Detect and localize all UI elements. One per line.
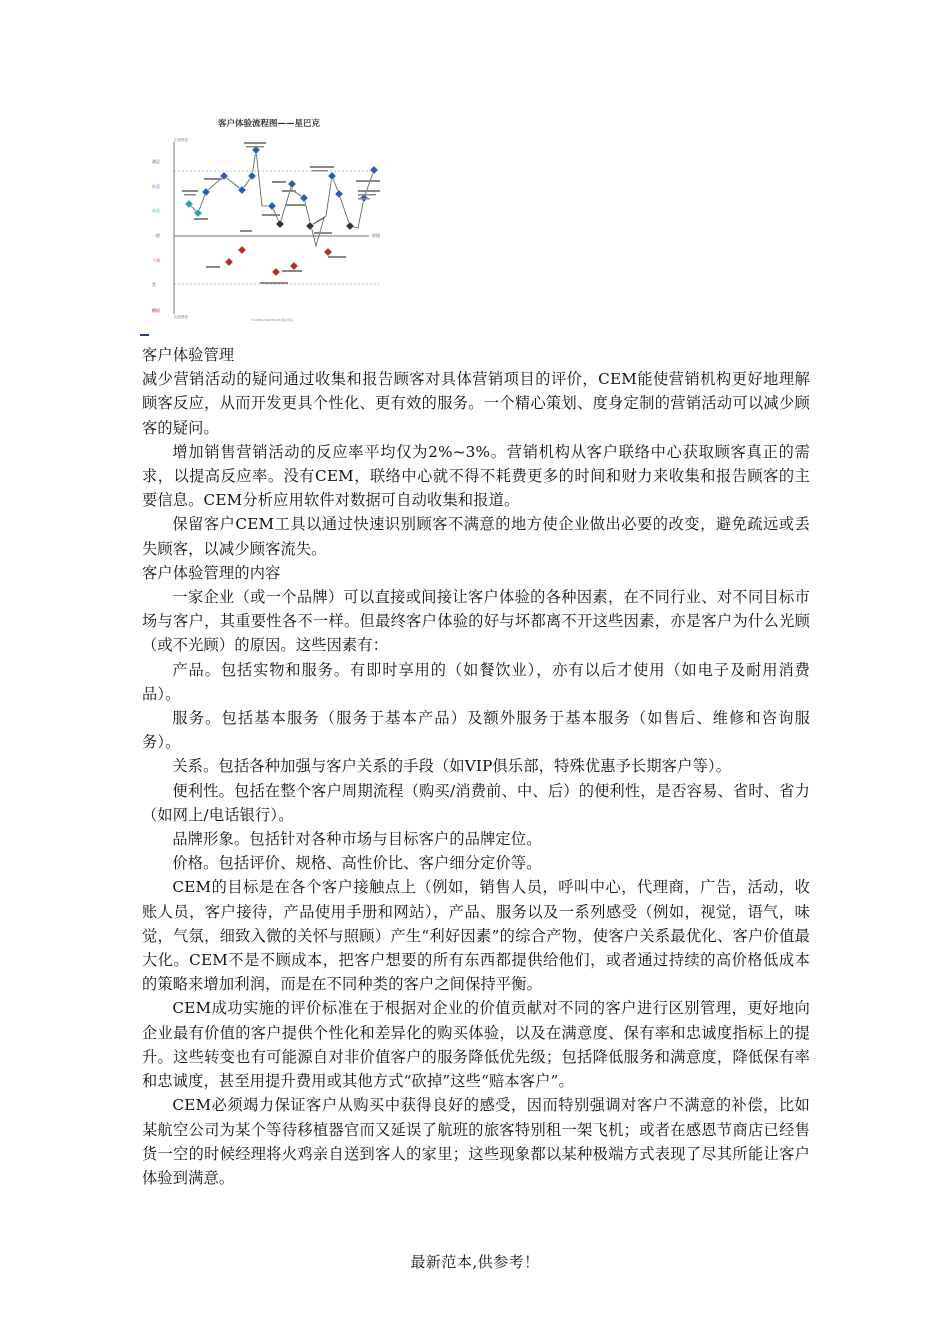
paragraph: 价格。包括评价、规格、高性价比、客户细分定价等。 (172, 854, 542, 873)
section-heading: 客户体验管理 (142, 346, 235, 364)
paragraph: 保留客户CEM工具以通过快速识别顾客不满意的地方使企业做出必要的改变，避免疏远或丢失顾客，以减少顾客流失。 (142, 515, 810, 558)
starbucks-experience-flow-figure (144, 106, 398, 328)
paragraph: 便利性。包括在整个客户周期流程（购买/消费前、中、后）的便利性，是否容易、省时、省力（如网上/电话银行）。 (142, 781, 810, 824)
paragraph: 一家企业（或一个品牌）可以直接或间接让客户体验的各种因素，在不同行业、对不同目标市场与客户，其重要性各不一样。但最终客户体验的好与坏都离不开这些因素，亦是客户为什么光顾（或不光顾）的原因。这些因素有： (142, 588, 810, 655)
scale-top-label: 正面感受 (174, 138, 188, 142)
paragraph: 品牌形象。包括针对各种市场与目标客户的品牌定位。 (172, 830, 542, 849)
level-label: 惊喜 (152, 184, 160, 189)
figure-credit: ©1998-2004 ECCM 版权所有 (251, 318, 293, 322)
paragraph: 减少营销活动的疑问通过收集和报告顾客对具体营销项目的评价，CEM能使营销机构更好地理解顾客反应，从而开发更具个性化、更有效的服务。一个精心策划、度身定制的营销活动可以减少顾客的疑问。 (142, 370, 810, 437)
page-footer: 最新范本,供参考！ (410, 1253, 540, 1271)
level-label: 满足 (152, 159, 160, 164)
paragraph: 产品。包括实物和服务。有即时享用的（如餐饮业），亦有以后才使用（如电子及耐用消费品）。 (142, 660, 810, 703)
paragraph: 关系。包括各种加强与客户关系的手段（如VIP俱乐部，特殊优惠予长期客户等）。 (172, 757, 732, 776)
paragraph: CEM必须竭力保证客户从购买中获得良好的感受，因而特别强调对客户不满意的补偿，比如某航空公司为某个等待移植器官而又延误了航班的旅客特别租一架飞机；或者在感恩节商店已经售货一空的时候经理将火鸡亲自送到客人的家里；这些现象都以某种极端方式表现了尽其所能让客户体验到满意。 (142, 1096, 810, 1187)
flow-chart-image (144, 106, 398, 328)
image-anchor-marker (140, 334, 149, 336)
level-label: 糟糕 (152, 308, 160, 313)
level-label: 满意 (152, 208, 160, 213)
figure-title: 客户体验流程图——星巴克 (217, 119, 321, 129)
level-label: 不满 (152, 258, 160, 263)
time-axis-label: 时间 (372, 233, 380, 238)
paragraph: 服务。包括基本服务（服务于基本产品）及额外服务于基本服务（如售后、维修和咨询服务）。 (142, 709, 810, 752)
document-body (142, 343, 810, 1190)
level-label: 一般 (152, 233, 160, 238)
scale-bottom-label: 负面感受 (174, 315, 188, 319)
paragraph: 增加销售营销活动的反应率平均仅为2%~3%。营销机构从客户联络中心获取顾客真正的需求，以提高反应率。没有CEM，联络中心就不得不耗费更多的时间和财力来收集和报告顾客的主要信息。CEM分析应用软件对数据可自动收集和报道。 (142, 442, 810, 510)
level-label: 差 (152, 282, 156, 287)
section-heading: 客户体验管理的内容 (142, 563, 281, 582)
paragraph: CEM成功实施的评价标准在于根据对企业的价值贡献对不同的客户进行区别管理，更好地向企业最有价值的客户提供个性化和差异化的购买体验，以及在满意度、保有率和忠诚度指标上的提升。这些转变也有可能源自对非价值客户的服务降低优先级；包括降低服务和满意度，降低保有率和忠诚度，甚至用提升费用或其他方式“砍掉”这些“赔本客户”。 (142, 999, 810, 1091)
paragraph: CEM的目标是在各个客户接触点上（例如，销售人员，呼叫中心，代理商，广告，活动，收账人员，客户接待，产品使用手册和网站），产品、服务以及一系列感受（例如，视觉，语气，味觉，气氛，细致入微的关怀与照顾）产生“利好因素”的综合产物，使客户关系最优化、客户价值最大化。CEM不是不顾成本，把客户想要的所有东西都提供给他们，或者通过持续的高价格低成本的策略来增加利润，而是在不同种类的客户之间保持平衡。 (142, 878, 810, 994)
